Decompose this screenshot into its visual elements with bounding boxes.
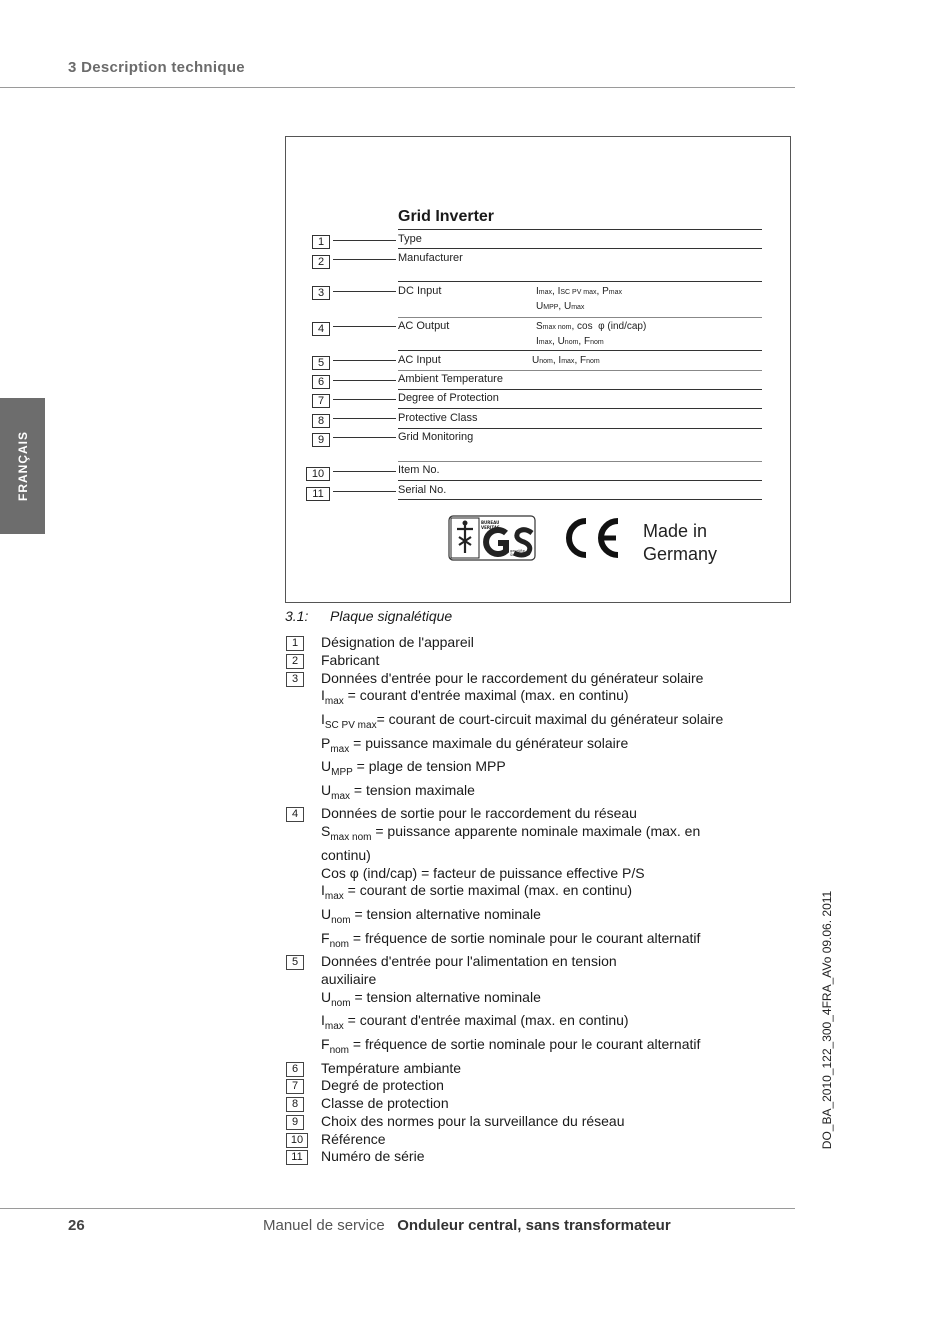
gs-certification-logo — [448, 515, 536, 561]
callout-number: 11 — [306, 487, 330, 501]
item-text: Température ambiante — [321, 1059, 462, 1076]
callout-number: 9 — [312, 433, 330, 447]
ce-mark-logo — [560, 516, 622, 560]
callout-leader — [333, 437, 396, 438]
plate-rule — [398, 499, 762, 500]
callout-leader — [333, 240, 396, 241]
plate-label: Degree of Protection — [398, 392, 499, 404]
figure-caption — [285, 608, 453, 624]
item-number: 1 — [286, 636, 304, 651]
plate-label: Serial No. — [398, 484, 447, 496]
callout-number: 3 — [312, 286, 330, 300]
callout-number: 10 — [306, 467, 330, 481]
page-number: 26 — [68, 1217, 85, 1234]
list-item — [286, 953, 786, 1059]
callout-number: 1 — [312, 235, 330, 249]
callout-leader — [333, 418, 396, 419]
made-in-line1: Made in — [643, 521, 708, 541]
item-text: $U_{nom}$ = tension alternative nominale — [321, 905, 541, 926]
legend-list — [286, 634, 786, 1166]
product-title: Onduleur central, sans transformateur — [397, 1217, 671, 1234]
item-number: 11 — [286, 1150, 308, 1165]
item-text: $I_{SC PV max}=$ courant de court-circuit maximal du générateur solaire — [321, 710, 724, 731]
callout-number: 2 — [312, 255, 330, 269]
plate-label: DC Input — [398, 285, 442, 297]
item-text: Degré de protection — [321, 1077, 444, 1094]
made-in-line2: Germany — [643, 544, 718, 564]
item-number: 3 — [286, 672, 304, 687]
plate-rule — [398, 428, 762, 429]
callout-number: 7 — [312, 394, 330, 408]
item-text: $S_{max nom}$ = puissance apparente nominale maximale (max. en continu) — [321, 823, 701, 863]
plate-rule — [398, 408, 762, 409]
item-text: $I_{max}$ = courant d'entrée maximal (max. en continu) — [321, 687, 629, 708]
item-text: $F_{nom}$ = fréquence de sortie nominale pour le courant alternatif — [321, 1035, 701, 1056]
plate-rule — [398, 389, 762, 390]
plate-rule — [398, 248, 762, 249]
language-tab — [0, 398, 45, 534]
list-item — [286, 1131, 786, 1149]
item-text: $I_{max}$ = courant d'entrée maximal (max. en continu) — [321, 1012, 629, 1033]
plate-value: Smax nom, cos φ (ind/cap) Imax, Unom, Fnom — [536, 321, 647, 347]
figure-number: 3.1: — [285, 608, 309, 624]
manual-label: Manuel de service — [263, 1217, 385, 1234]
callout-leader — [333, 491, 396, 492]
item-number: 8 — [286, 1097, 304, 1112]
callout-leader — [333, 380, 396, 381]
plate-label: Grid Monitoring — [398, 431, 474, 443]
item-text: Cos φ (ind/cap) = facteur de puissance effective P/S — [321, 864, 645, 881]
section-title: 3 Description technique — [68, 59, 245, 76]
list-item — [286, 1095, 786, 1113]
header-divider — [0, 87, 795, 88]
item-text: Numéro de série — [321, 1148, 425, 1165]
item-text: Données d'entrée pour l'alimentation en tension auxiliaire — [321, 953, 617, 987]
item-text: $U_{MPP}$ = plage de tension MPP — [321, 758, 506, 778]
list-item — [286, 1060, 786, 1078]
item-number: 5 — [286, 955, 304, 970]
document-reference-text: DO_BA_2010_122_300_4FRA_AVo 09.06. 2011 — [820, 890, 834, 1150]
list-item — [286, 1113, 786, 1131]
list-item — [286, 1148, 786, 1166]
callout-leader — [333, 471, 396, 472]
callout-number: 8 — [312, 414, 330, 428]
logo-text: BUREAU — [481, 520, 500, 525]
language-tab-label: FRANÇAIS — [15, 431, 30, 501]
plate-rule — [398, 281, 762, 282]
plate-label: Item No. — [398, 464, 440, 476]
made-in-germany — [643, 520, 717, 566]
item-text: $U_{max}$ = tension maximale — [321, 781, 475, 802]
list-item — [286, 670, 786, 806]
callout-leader — [333, 360, 396, 361]
item-number: 10 — [286, 1133, 308, 1148]
plate-label: AC Input — [398, 354, 441, 366]
item-text: $P_{max}$ = puissance maximale du générateur solaire — [321, 734, 629, 755]
item-text: Référence — [321, 1130, 386, 1147]
figure-caption-text: Plaque signalétique — [330, 608, 453, 624]
document-reference — [818, 870, 836, 1170]
item-number: 6 — [286, 1062, 304, 1077]
plate-rule — [398, 370, 762, 371]
item-number: 7 — [286, 1079, 304, 1094]
callout-leader — [333, 399, 396, 400]
footer-title — [263, 1217, 671, 1234]
logo-text: geprüfte — [510, 549, 525, 553]
logo-text: Sicherheit — [510, 553, 528, 557]
callout-number: 6 — [312, 375, 330, 389]
callout-number: 4 — [312, 322, 330, 336]
item-text: Choix des normes pour la surveillance du réseau — [321, 1112, 625, 1129]
plate-rule — [398, 229, 762, 230]
list-item — [286, 652, 786, 670]
item-text: $I_{max}$ = courant de sortie maximal (max. en continu) — [321, 882, 633, 903]
plate-label: AC Output — [398, 320, 450, 332]
item-number: 9 — [286, 1115, 304, 1130]
item-number: 2 — [286, 654, 304, 669]
callout-leader — [333, 259, 396, 260]
item-text: $F_{nom}$ = fréquence de sortie nominale pour le courant alternatif — [321, 929, 701, 950]
logo-text: VERITAS — [481, 525, 500, 530]
callout-leader — [333, 326, 396, 327]
item-number: 4 — [286, 807, 304, 822]
plate-rule — [398, 350, 762, 351]
plate-value: Imax, ISC PV max, Pmax UMPP, Umax — [536, 286, 623, 312]
plate-value: Unom, Imax, Fnom — [532, 355, 600, 366]
list-item — [286, 805, 786, 953]
callout-leader — [333, 291, 396, 292]
callout-number: 5 — [312, 356, 330, 370]
plate-label: Manufacturer — [398, 252, 463, 264]
plate-label: Protective Class — [398, 412, 478, 424]
footer-divider — [0, 1208, 795, 1209]
list-item — [286, 1077, 786, 1095]
list-item — [286, 634, 786, 652]
plate-label: Ambient Temperature — [398, 373, 503, 385]
plate-rule — [398, 317, 762, 318]
item-text: Données d'entrée pour le raccordement du générateur solaire — [321, 669, 704, 686]
plate-rule — [398, 480, 762, 481]
plate-rule — [398, 461, 762, 462]
plate-label: Type — [398, 233, 422, 245]
item-text: Données de sortie pour le raccordement du réseau — [321, 805, 637, 822]
item-text: $U_{nom}$ = tension alternative nominale — [321, 988, 541, 1009]
item-text: Fabricant — [321, 651, 380, 668]
item-text: Désignation de l'appareil — [321, 634, 474, 650]
nameplate-title: Grid Inverter — [398, 208, 495, 225]
item-text: Classe de protection — [321, 1095, 449, 1112]
